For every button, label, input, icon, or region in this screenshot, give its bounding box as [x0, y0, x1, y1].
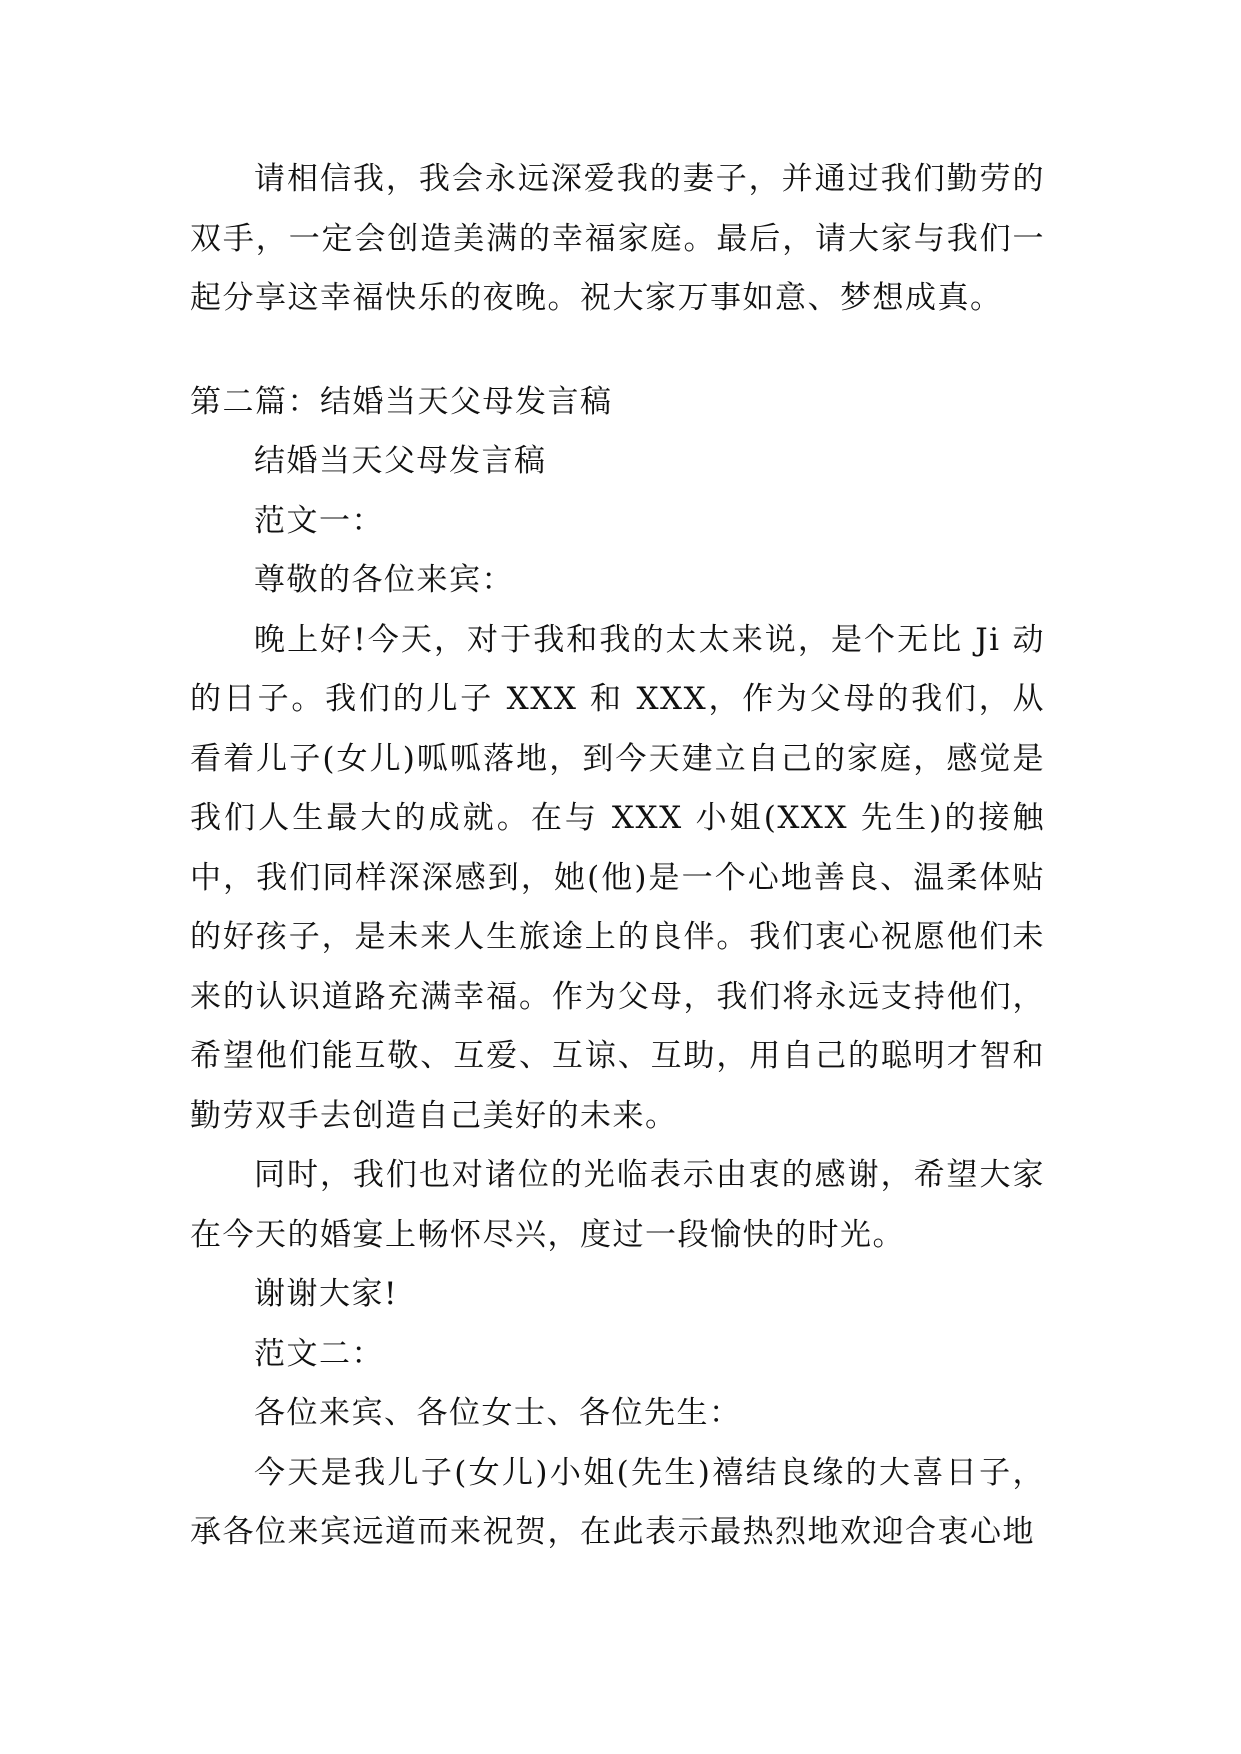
- sample-two-salutation: 各位来宾、各位女士、各位先生：: [254, 1395, 742, 1431]
- document-page: [190, 150, 1045, 1563]
- sample-one-thanks-paragraph: 同时，我们也对诸位的光临表示由衷的感谢，希望大家在今天的婚宴上畅怀尽兴，度过一段愉快的时光。: [190, 1157, 1045, 1253]
- sample-two-label: 范文二：: [254, 1335, 384, 1372]
- section-title: 第二篇：结婚当天父母发言稿: [190, 383, 613, 420]
- closing-paragraph: 请相信我，我会永远深爱我的妻子，并通过我们勤劳的双手，一定会创造美满的幸福家庭。最后，请大家与我们一起分享这幸福快乐的夜晚。祝大家万事如意、梦想成真。: [190, 161, 1045, 316]
- section-gap: [190, 329, 1045, 373]
- speech-title: 结婚当天父母发言稿: [254, 443, 547, 479]
- sample-two-body-paragraph: 今天是我儿子(女儿)小姐(先生)禧结良缘的大喜日子，承各位来宾远道而来祝贺，在此表示最热烈地欢迎合衷心地: [190, 1454, 1045, 1550]
- sample-one-closing: 谢谢大家!: [254, 1276, 398, 1312]
- sample-one-label: 范文一：: [254, 502, 384, 539]
- sample-one-salutation: 尊敬的各位来宾：: [254, 562, 514, 598]
- sample-one-body-paragraph: 晚上好!今天，对于我和我的太太来说，是个无比 Ji 动的日子。我们的儿子 XXX 和 XXX，作为父母的我们，从看着儿子(女儿)呱呱落地，到今天建立自己的家庭，感觉是我们人生最大的成就。在与 XXX 小姐(XXX 先生)的接触中，我们同样深深感到，她(他)是一个心地善良、温柔体贴的好孩子，是未来人生旅途上的良伴。我们衷心祝愿他们未来的认识道路充满幸福。作为父母，我们将永远支持他们，希望他们能互敬、互爱、互谅、互助，用自己的聪明才智和勤劳双手去创造自己美好的未来。: [190, 621, 1045, 1134]
